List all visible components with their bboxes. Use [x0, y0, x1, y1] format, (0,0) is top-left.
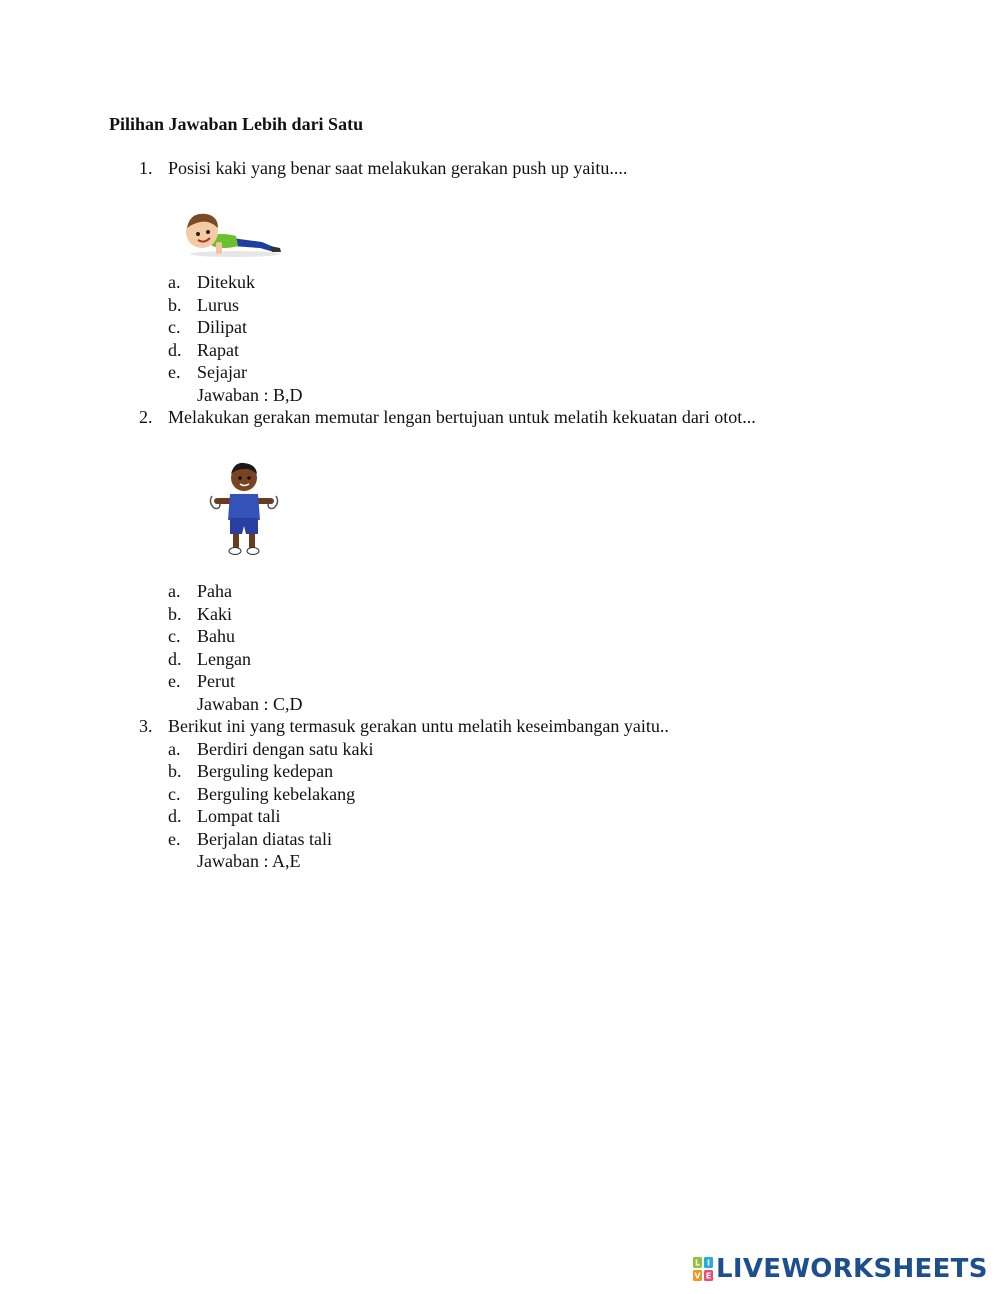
option-d[interactable]: d. Rapat — [168, 339, 239, 360]
liveworksheets-logo — [693, 1254, 988, 1284]
option-c[interactable]: c. Dilipat — [168, 317, 247, 337]
svg-text:L: L — [694, 1258, 701, 1268]
question-1-options — [139, 271, 939, 429]
answer-key: Jawaban : B,D — [197, 384, 303, 405]
svg-text:I: I — [707, 1258, 710, 1268]
logo-text: LIVEWORKSHEETS — [716, 1253, 988, 1284]
option-a[interactable]: a. Berdiri dengan satu kaki — [168, 738, 374, 759]
liveworksheets-mark-icon — [693, 1257, 713, 1281]
option-a[interactable]: a. Ditekuk — [168, 272, 255, 292]
arm-circles-illustration — [206, 460, 282, 560]
question-number: 3. — [139, 716, 153, 736]
option-d[interactable]: d. Lengan — [168, 648, 251, 669]
option-a[interactable]: a. Paha — [168, 581, 232, 601]
option-e[interactable]: e. Berjalan diatas tali — [168, 828, 332, 849]
question-2-options — [139, 580, 939, 873]
question-number: 2. — [139, 407, 153, 427]
option-e[interactable]: e. Sejajar — [168, 362, 247, 382]
option-b[interactable]: b. Berguling kedepan — [168, 761, 334, 781]
option-b[interactable]: b. Lurus — [168, 294, 239, 315]
option-c[interactable]: c. Berguling kebelakang — [168, 783, 356, 804]
svg-text:E: E — [705, 1271, 712, 1281]
question-text: Berikut ini yang termasuk gerakan untu melatih keseimbangan yaitu.. — [168, 716, 669, 736]
option-c[interactable]: c. Bahu — [168, 626, 235, 646]
question-text: Melakukan gerakan memutar lengan bertujuan untuk melatih kekuatan dari otot... — [168, 407, 756, 427]
page-title: Pilihan Jawaban Lebih dari Satu — [109, 114, 364, 134]
question-1 — [139, 157, 939, 180]
push-up-illustration — [180, 208, 286, 260]
question-number: 1. — [139, 158, 153, 178]
option-b[interactable]: b. Kaki — [168, 603, 232, 624]
option-d[interactable]: d. Lompat tali — [168, 806, 281, 826]
svg-text:V: V — [694, 1271, 701, 1281]
answer-key: Jawaban : A,E — [197, 851, 301, 871]
answer-key: Jawaban : C,D — [197, 693, 303, 714]
question-text: Posisi kaki yang benar saat melakukan gerakan push up yaitu.... — [168, 158, 628, 178]
option-e[interactable]: e. Perut — [168, 671, 235, 691]
